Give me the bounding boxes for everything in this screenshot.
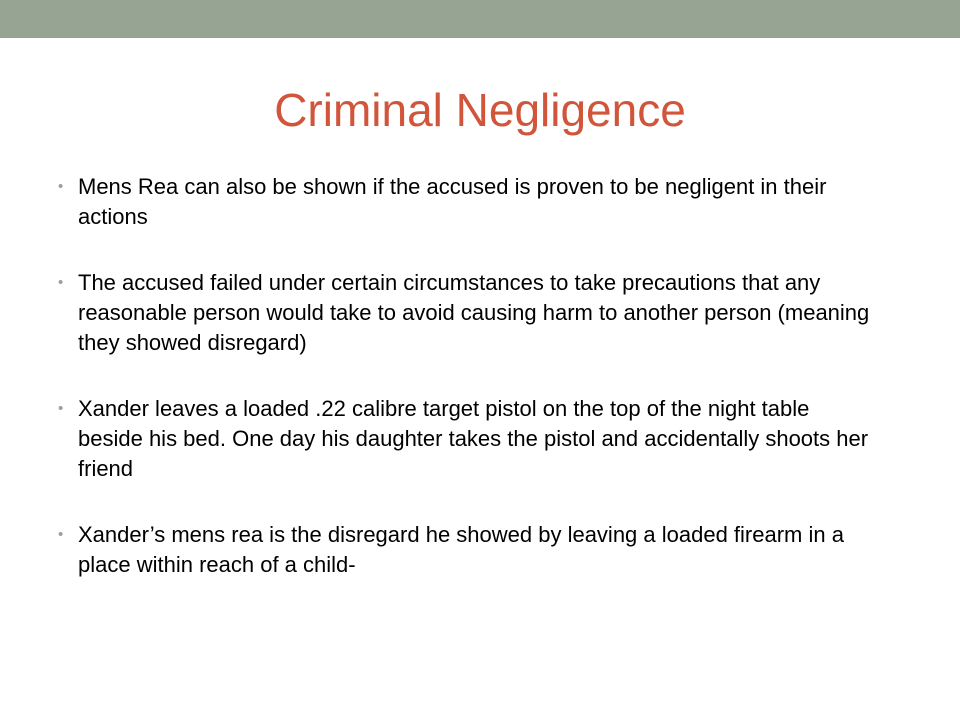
bullet-item (58, 268, 878, 358)
bullet-text: Xander’s mens rea is the disregard he showed by leaving a loaded firearm in a place within reach of a child- (78, 522, 844, 577)
bullet-text: Mens Rea can also be shown if the accused is proven to be negligent in their actions (78, 174, 827, 229)
bullet-marker-icon: • (58, 178, 64, 195)
bullet-text: The accused failed under certain circumstances to take precautions that any reasonable person would take to avoid causing harm to another person (meaning they showed disregard) (78, 270, 870, 355)
bullet-item (58, 520, 878, 580)
slide-title: Criminal Negligence (274, 84, 686, 136)
bullet-list (58, 172, 878, 580)
bullet-text: Xander leaves a loaded .22 calibre target pistol on the top of the night table beside his bed. One day his daughter takes the pistol and accidentally shoots her friend (78, 396, 869, 481)
bullet-marker-icon: • (58, 400, 64, 417)
bullet-marker-icon: • (58, 526, 64, 543)
bullet-marker-icon: • (58, 274, 64, 291)
bullet-item (58, 394, 878, 484)
top-accent-bar (0, 0, 960, 38)
bullet-item (58, 172, 878, 232)
